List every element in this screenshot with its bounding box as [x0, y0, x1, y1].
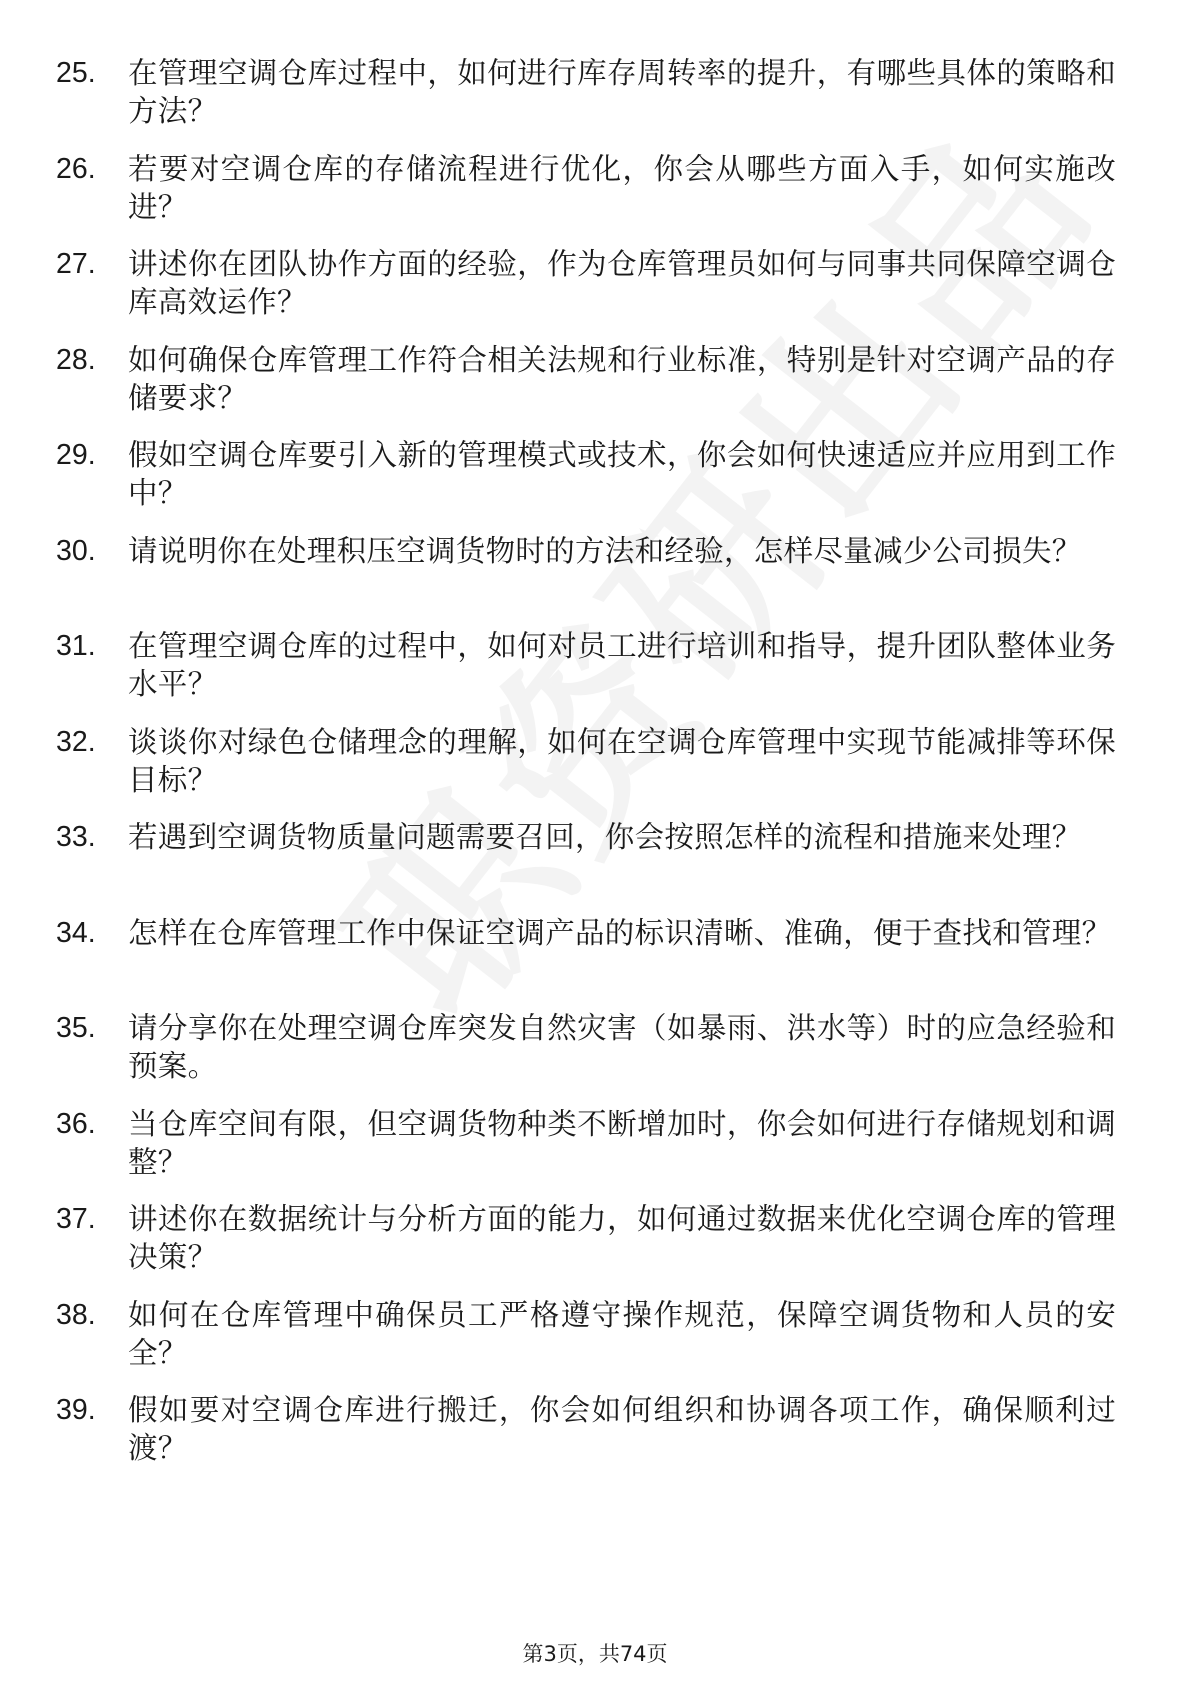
- question-text: 讲述你在团队协作方面的经验，作为仓库管理员如何与同事共同保障空调仓库高效运作？: [128, 247, 1116, 319]
- question-number: 30.: [56, 534, 96, 567]
- question-item: [56, 1105, 1116, 1201]
- question-item: [56, 245, 1116, 341]
- question-text: 假如要对空调仓库进行搬迁，你会如何组织和协调各项工作，确保顺利过渡？: [128, 1393, 1116, 1465]
- page-number-footer: 第3页，共74页: [522, 1642, 668, 1666]
- question-item: [56, 150, 1116, 246]
- question-number: 32.: [56, 725, 96, 758]
- question-number: 37.: [56, 1203, 96, 1235]
- question-text: 若要对空调仓库的存储流程进行优化，你会从哪些方面入手，如何实施改进？: [128, 151, 1116, 224]
- question-text: 请说明你在处理积压空调货物时的方法和经验，怎样尽量减少公司损失？: [128, 533, 1082, 568]
- question-item: [56, 1009, 1116, 1105]
- question-item: [56, 341, 1116, 437]
- question-item: [56, 627, 1116, 723]
- question-number: 36.: [56, 1107, 96, 1140]
- question-text: 如何在仓库管理中确保员工严格遵守操作规范，保障空调货物和人员的安全？: [128, 1297, 1116, 1370]
- question-number: 26.: [56, 152, 96, 185]
- question-text: 如何确保仓库管理工作符合相关法规和行业标准，特别是针对空调产品的存储要求？: [128, 342, 1116, 415]
- question-number: 31.: [56, 630, 96, 662]
- question-text: 谈谈你对绿色仓储理念的理解，如何在空调仓库管理中实现节能减排等环保目标？: [128, 724, 1116, 797]
- question-item: [56, 54, 1116, 150]
- question-item: [56, 723, 1116, 819]
- question-item: [56, 818, 1116, 914]
- question-number: 34.: [56, 916, 96, 949]
- question-number: 39.: [56, 1394, 96, 1426]
- question-text: 假如空调仓库要引入新的管理模式或技术，你会如何快速适应并应用到工作中？: [128, 438, 1116, 510]
- question-number: 33.: [56, 821, 96, 853]
- question-number: 38.: [56, 1298, 96, 1331]
- question-number: 35.: [56, 1012, 96, 1044]
- question-item: [56, 1296, 1116, 1392]
- question-text: 怎样在仓库管理工作中保证空调产品的标识清晰、准确，便于查找和管理？: [128, 915, 1112, 950]
- question-number: 28.: [56, 343, 96, 376]
- question-text: 讲述你在数据统计与分析方面的能力，如何通过数据来优化空调仓库的管理决策？: [128, 1202, 1116, 1274]
- question-list: [56, 54, 1116, 1487]
- question-text: 请分享你在处理空调仓库突发自然灾害（如暴雨、洪水等）时的应急经验和预案。: [128, 1011, 1116, 1083]
- question-number: 29.: [56, 439, 96, 471]
- question-item: [56, 436, 1116, 532]
- question-item: [56, 532, 1116, 628]
- question-number: 27.: [56, 248, 96, 280]
- question-text: 当仓库空间有限，但空调货物种类不断增加时，你会如何进行存储规划和调整？: [128, 1106, 1116, 1179]
- question-number: 25.: [56, 57, 96, 89]
- question-text: 在管理空调仓库的过程中，如何对员工进行培训和指导，提升团队整体业务水平？: [128, 629, 1116, 701]
- question-item: [56, 1200, 1116, 1296]
- question-text: 若遇到空调货物质量问题需要召回，你会按照怎样的流程和措施来处理？: [128, 820, 1082, 854]
- question-text: 在管理空调仓库过程中，如何进行库存周转率的提升，有哪些具体的策略和方法？: [128, 56, 1116, 128]
- question-item: [56, 1391, 1116, 1487]
- question-item: [56, 914, 1116, 1010]
